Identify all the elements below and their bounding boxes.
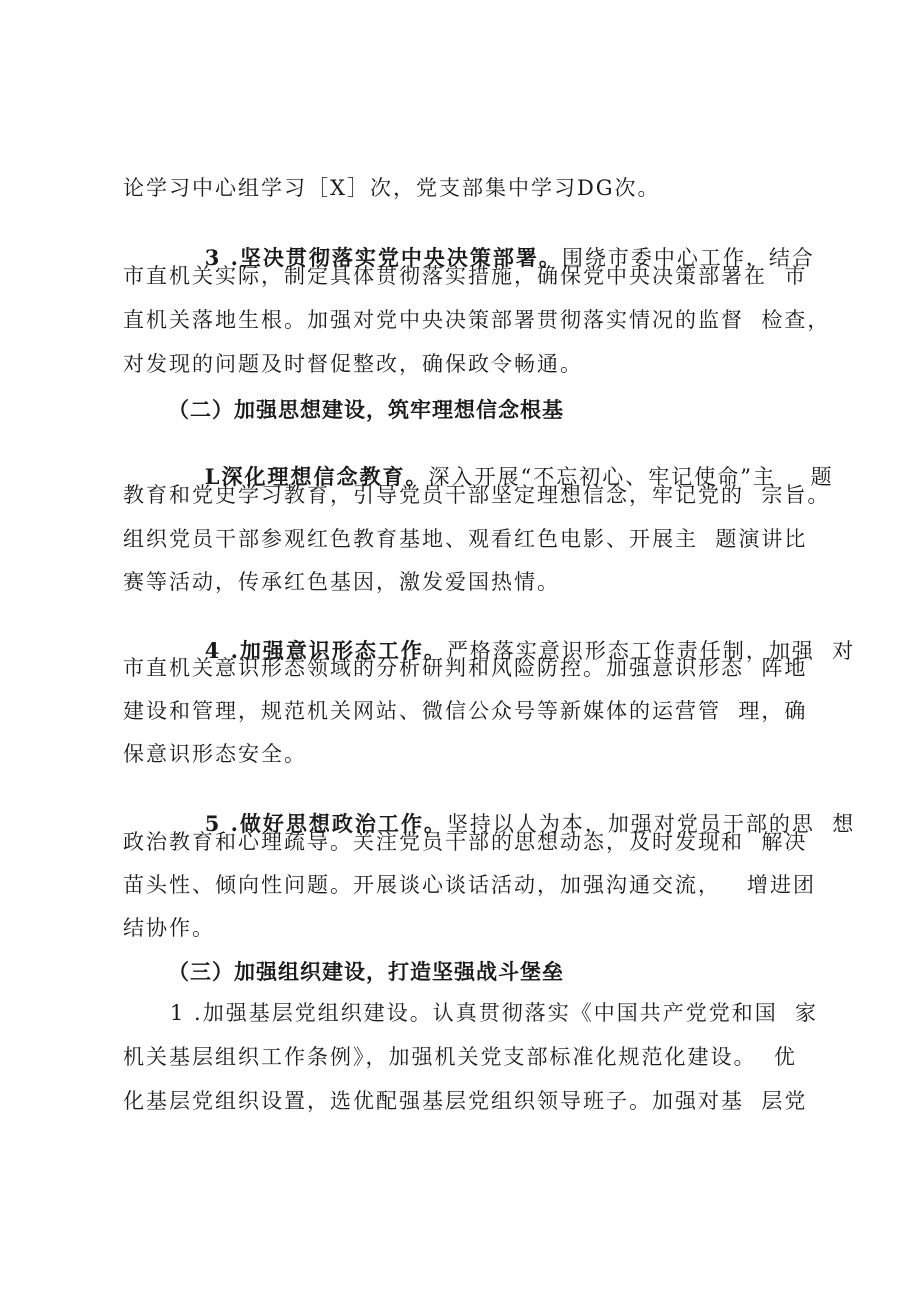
section-heading: （三）加强组织建设，打造坚强战斗堡垒 (168, 959, 564, 984)
item-body: 围绕市委中心工作，结合 (561, 246, 815, 270)
item-heading: 3 .坚决贯彻落实党中央决策部署。 (204, 245, 562, 270)
item-heading: 5 .做好思想政治工作。 (204, 811, 447, 836)
text-line: 教育和党史学习教育，引导党员干部坚定理想信念，牢记党的 宗旨。 (123, 483, 831, 507)
text-line: 政治教育和心理疏导。关注党员干部的思想动态，及时发现和 解决 (123, 830, 808, 854)
text-line: 化基层党组织设置，选优配强基层党组织领导班子。加强对基 层党 (123, 1089, 808, 1113)
section-heading: （二）加强思想建设，筑牢理想信念根基 (168, 397, 564, 422)
text-line: 1 .加强基层党组织建设。认真贯彻落实《中国共产党党和国 家 (170, 1001, 819, 1025)
text-line: 组织党员干部参观红色教育基地、观看红色电影、开展主 题演讲比 (123, 527, 808, 551)
text-line: 机关基层组织工作条例》，加强机关党支部标准化规范化建设。 优 (123, 1045, 797, 1069)
text-line: 结协作。 (123, 916, 215, 940)
item-heading: L深化理想信念教育。 (204, 464, 429, 489)
item-body: 坚持以人为本，加强对党员干部的思 想 (446, 812, 856, 836)
text-line: 市直机关意识形态领域的分析研判和风险防控。加强意识形态 阵地 (123, 656, 808, 680)
item-heading: 4 .加强意识形态工作。 (204, 638, 447, 663)
text-line: 直机关落地生根。加强对党中央决策部署贯彻落实情况的监督 检查， (123, 308, 831, 332)
text-line: 苗头性、倾向性问题。开展谈心谈话活动，加强沟通交流， 增进团 (123, 873, 817, 897)
text-line: 对发现的问题及时督促整改，确保政令畅通。 (123, 352, 583, 376)
text-line: 市直机关实际，制定具体贯彻落实措施，确保党中央决策部署在 市 (123, 264, 808, 288)
text-line: 赛等活动，传承红色基因，激发爱国热情。 (123, 570, 560, 594)
item-body: 严格落实意识形态工作责任制，加强 对 (446, 639, 856, 663)
item-body: 深入开展“不忘初心、牢记使命”主 题 (428, 465, 834, 489)
text-line: 论学习中心组学习［X］次，党支部集中学习DG次。 (123, 176, 661, 200)
text-line: 建设和管理，规范机关网站、微信公众号等新媒体的运营管 理，确 (123, 699, 808, 723)
text-line: 保意识形态安全。 (123, 742, 307, 766)
